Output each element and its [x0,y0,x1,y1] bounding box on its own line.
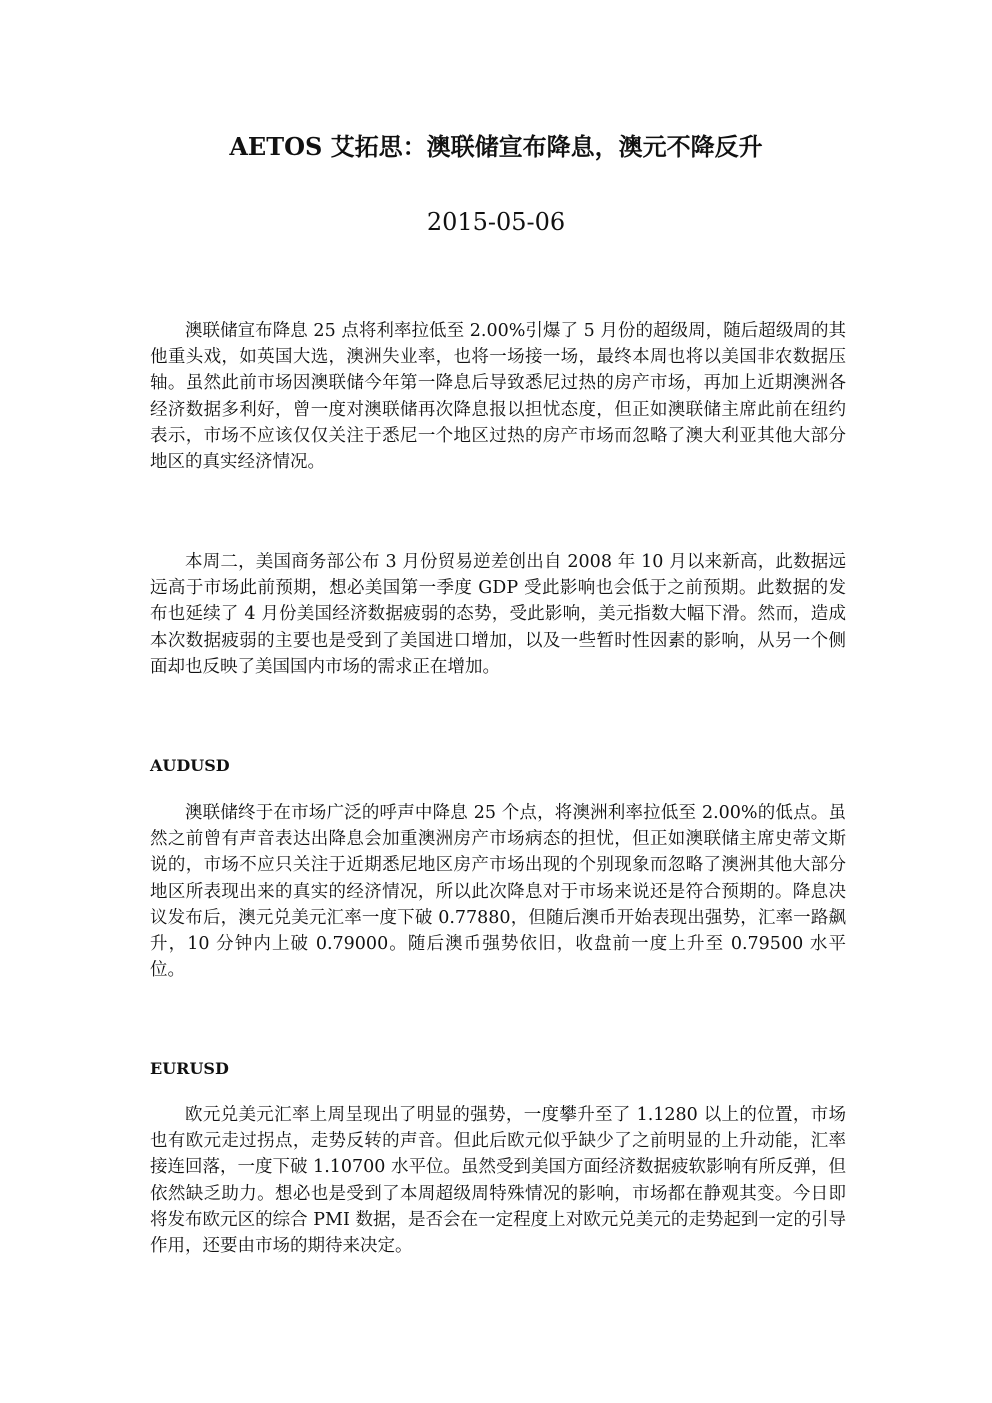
document-title: AETOS 艾拓思：澳联储宣布降息，澳元不降反升 [229,132,763,161]
section-text-audusd: 澳联储终于在市场广泛的呼声中降息 25 个点，将澳洲利率拉低至 2.00%的低点。虽然之前曾有声音表达出降息会加重澳洲房产市场病态的担忧，但正如澳联储主席史蒂文斯说的，市场不应只关注于近期悉尼地区房产市场出现的个别现象而忽略了澳洲其他大部分地区所表现出来的真实的经济情况，所以此次降息对于市场来说还是符合预期的。降息决议发布后，澳元兑美元汇率一度下破 0.77880，但随后澳币开始表现出强势，汇率一路飙升，10 分钟内上破 0.79000。随后澳币强势依旧，收盘前一度上升至 0.79500 水平位。 [150,803,846,981]
section-text-eurusd: 欧元兑美元汇率上周呈现出了明显的强势，一度攀升至了 1.1280 以上的位置，市场也有欧元走过拐点，走势反转的声音。但此后欧元似乎缺少了之前明显的上升动能，汇率接连回落，一度下破 1.10700 水平位。虽然受到美国方面经济数据疲软影响有所反弹，但依然缺乏助力。想必也是受到了本周超级周特殊情况的影响，市场都在静观其变。今日即将发布欧元区的综合 PMI 数据，是否会在一定程度上对欧元兑美元的走势起到一定的引导作用，还要由市场的期待来决定。 [150,1105,846,1257]
section-heading-eurusd: EURUSD [150,1059,229,1078]
document-date: 2015-05-06 [426,208,566,236]
section-heading-audusd: AUDUSD [150,756,230,775]
paragraph-us-trade: 本周二，美国商务部公布 3 月份贸易逆差创出自 2008 年 10 月以来新高，此数据远远高于市场此前预期，想必美国第一季度 GDP 受此影响也会低于之前预期。此数据的发布也延续了 4 月份美国经济数据疲弱的态势，受此影响，美元指数大幅下滑。然而，造成本次数据疲弱的主要也是受到了美国进口增加，以及一些暂时性因素的影响，从另一个侧面却也反映了美国国内市场的需求正在增加。 [150,552,846,677]
paragraph-intro: 澳联储宣布降息 25 点将利率拉低至 2.00%引爆了 5 月份的超级周，随后超级周的其他重头戏，如英国大选，澳洲失业率，也将一场接一场，最终本周也将以美国非农数据压轴。虽然此前市场因澳联储今年第一降息后导致悉尼过热的房产市场，再加上近期澳洲各经济数据多利好，曾一度对澳联储再次降息报以担忧态度，但正如澳联储主席此前在纽约表示，市场不应该仅仅关注于悉尼一个地区过热的房产市场而忽略了澳大利亚其他大部分地区的真实经济情况。 [150,321,846,473]
